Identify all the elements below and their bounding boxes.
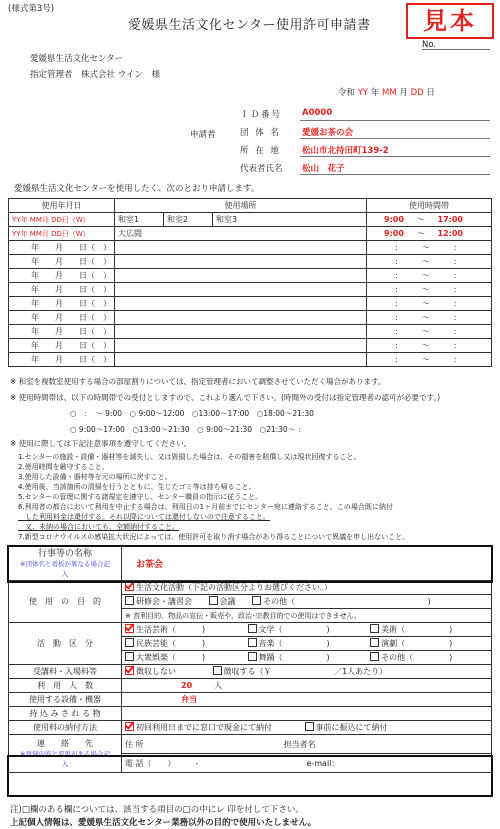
carry-label: 持 込 み さ れ る 物 [9,707,122,721]
purpose-opt2: 研修会・講習会 [136,597,192,606]
number-label: No. [422,40,437,50]
purpose-label: 使 用 の 目 的 [9,581,122,623]
header-time: 使用時間帯 [367,199,492,213]
applicant-label: 申請者 [190,130,216,140]
org-underline [300,138,490,139]
purpose-check-3[interactable] [209,596,218,605]
table-row: 年 月 日（ ） : ～ : [9,269,492,283]
activity-check-1[interactable] [125,624,134,633]
date-day: DD [410,88,424,98]
contact-sub: ※登録内容と変更がある場合記入 [20,749,110,768]
id-label: ＩＤ番号 [240,110,283,120]
purpose-check-4[interactable] [252,596,261,605]
contact-tel: 電 話（ ） - [125,758,199,768]
rule-6: 6.利用者の都合において利用を中止する場合は、利用日の1ヶ月前までにセンター宛に連絡すること。この場合既に納付 [18,503,393,511]
activity-check-9[interactable] [370,652,379,661]
time-slots-row1: ○ ： ～ 9:00 ○ 9:00～12:00 ○13:00～17:00 ○18:00～21:30 [70,409,314,418]
address-label: 所 在 地 [240,146,281,156]
address-underline [300,156,490,157]
activity-check-3[interactable] [370,624,379,633]
payment-label: 使用料の納付方法 [9,721,122,735]
activity-check-2[interactable] [248,624,257,633]
application-date: 令和 YY 年 MM 月 DD 日 [338,88,435,98]
id-underline [300,120,490,121]
row1-place1: 和室1 [115,213,164,227]
purpose-opt3: 会議 [219,597,236,606]
row2-place1: 大広間 [115,227,164,241]
recipient-line1: 愛媛県生活文化センター [30,54,124,64]
rule-6-cont: した利用料金は還付する。それ以降については還付しないので注意すること。 [18,513,270,521]
payment-opt1: 初回利用日までに窓口で現金にて納付 [136,723,272,732]
equipment-label: 使用する設備・機器 [9,693,122,707]
row1-time: 9:00 ～ 17:00 [367,213,492,227]
time-slots-row2: ○ 9:00～17:00 ○13:00～21:30 ○ 9:00～21:30 ○21:30～ ： [70,425,306,434]
date-era: 令和 [338,88,356,98]
form-number: (様式第3号) [8,4,55,14]
id-value[interactable]: A0000 [302,108,333,118]
payment-check-2[interactable] [305,722,314,731]
table-row: 年 月 日（ ） : ～ : [9,311,492,325]
representative-label: 代表者氏名 [240,164,283,174]
sample-stamp: 見本 [406,3,494,39]
people-label: 利 用 人 数 [9,679,122,693]
header-date: 使用年月日 [9,199,115,213]
row1-place3: 和室3 [213,213,367,227]
event-sub: ※団体名と看板が異なる場合記入 [20,559,110,578]
purpose-check-1[interactable] [125,582,134,591]
header-place: 使用場所 [115,199,367,213]
fee-opt2: 徴収する（￥ [223,667,272,676]
recipient-line2: 指定管理者 株式会社 ウイン 様 [30,70,160,80]
table-row: 年 月 日（ ） : ～ : [9,255,492,269]
activity-check-4[interactable] [125,638,134,647]
purpose-opt1: 生活文化活動（下記の活動区分よりお選びください。） [136,583,332,592]
people-value[interactable]: 20 [181,681,193,690]
equipment-value[interactable]: 弁当 [181,695,197,704]
representative-underline [300,174,490,175]
rule-1: 1.センターの施設・設備・器材等を滅失し、又は毀損した場合は、その損害を賠償し又は現状回復すること。 [18,453,361,461]
table-row: 年 月 日（ ） : ～ : [9,325,492,339]
people-unit: 人 [214,681,223,690]
activity-check-7[interactable] [125,652,134,661]
contact-box [7,755,493,797]
note-rooms: ※ 和室を複数室使用する場合の部屋割りについては、指定管理者において調整させていただく場合があります。 [10,377,386,386]
number-line [422,49,490,50]
contact-address: 住 所 [125,739,144,749]
event-box [7,545,493,583]
contact-email: e-mail： [306,758,340,768]
table-row: 年 月 日（ ） : ～ : [9,241,492,255]
table-row: 年 月 日（ ） : ～ : [9,339,492,353]
rule-6-cont2: 又、未納の場合においても、全額納付すること。 [18,523,179,531]
fee-opt1: 徴収しない [136,667,176,676]
contact-person: 担当者名 [283,739,316,749]
rule-5: 5.センターの管理に関する諸規定を遵守し、センター職員の指示に従うこと。 [18,493,263,501]
rule-7: 7.新型コロナウイルスの感染拡大状況によっては、使用許可を取り消す場合があり得ることについて異議を申し出ないこと。 [18,533,410,541]
org-label: 団 体 名 [240,128,281,138]
date-year: YY [357,88,369,98]
form-title: 愛媛県生活文化センター使用許可申請書 [128,18,371,33]
table-row [9,227,492,241]
carry-value[interactable] [122,707,492,721]
row2-place3 [213,227,367,241]
org-value[interactable]: 愛媛お茶の会 [302,128,354,138]
fee-check-1[interactable] [125,666,134,675]
purpose-note: ※ 営利目的、物品の宣伝・販売や、政治･宗教目的での使用はできません。 [122,609,492,623]
usage-table [8,198,492,367]
table-row: 年 月 日（ ） : ～ : [9,353,492,367]
row1-place2: 和室2 [164,213,213,227]
table-row: 年 月 日（ ） : ～ : [9,283,492,297]
row2-date[interactable]: YY年 MM月 DD日（W） [9,227,115,241]
rule-4: 4.使用後、当該箇所の清掃を行うとともに、生じたゴミ等は持ち帰ること。 [18,483,256,491]
table-row: 年 月 日（ ） : ～ : [9,297,492,311]
intro-text: 愛媛県生活文化センターを使用したく、次のとおり申請します。 [14,184,260,194]
fee-check-2[interactable] [213,666,222,675]
event-label: 行事等の名称 [37,548,92,559]
rule-2: 2.使用時間を厳守すること。 [18,463,109,471]
activity-check-6[interactable] [370,638,379,647]
row2-place2 [164,227,213,241]
address-value[interactable]: 松山市北持田町139-2 [302,146,389,156]
note-rules-header: ※ 使用に際しては下記注意事項を遵守してください。 [10,439,192,448]
payment-check-1[interactable] [125,722,134,731]
purpose-check-2[interactable] [125,596,134,605]
fee-opt3: ／1人あたり） [334,667,388,676]
payment-opt2: 事前に振込にて納付 [315,723,388,732]
purpose-opt4: その他（ [263,597,296,606]
date-month: MM [382,88,397,98]
details-table: 行事等の名称 ※団体名と看板が異なる場合記入 お茶会 使 用 の 目 的 生活文化活動（下記の活動区分よりお選びください。） 研修会・講習会 会議 その他（ ) ※ 営利目的、物品の宣伝・販売や、政治･宗教目的での使用はできません。 活 動 区 分 生活芸術（ ) 文学（ ) 美術（ ) 民族芸能（ ) 音楽（ ) 演劇（ ) 大衆娯楽（ ) 舞踊（ ) その他（ ) 受講料・入場料等 徴収しない 徴収する（￥ ／1人あたり） 利 用 人 数 20 人 使用する設備・機器 弁当 持 込 み さ れ る 物 使用料の納付方法 初回利用日までに窓口で現金にて納付 事前に振込にて納付 連 絡 先 ※登録内容と変更がある場合記入 住 所 担当者名 電 話（ ） - e-mail： [8,546,492,773]
table-row [9,213,492,227]
row1-date[interactable]: YY年 MM月 DD日（W） [9,213,115,227]
footer-note: 注)□欄のある欄については、該当する項目の□の中にレ 印を付して下さい。 [10,805,304,815]
contact-label: 連 絡 先 [37,738,93,748]
activity-check-8[interactable] [248,652,257,661]
fee-label: 受講料・入場料等 [9,665,122,679]
rule-3: 3.使用した設備・器材等を元の場所に戻すこと。 [18,473,172,481]
representative-value[interactable]: 松山 花子 [302,164,345,174]
activity-label: 活 動 区 分 [9,623,122,665]
activity-check-5[interactable] [248,638,257,647]
privacy-note: 上記個人情報は、愛媛県生活文化センター業務以外の目的で使用いたしません。 [10,818,317,828]
row2-time: 9:00 ～ 12:00 [367,227,492,241]
note-time: ※ 使用時間帯は、以下の時間帯での受付としますので、これより選んで下さい。(時間外の受付は指定管理者の認可が必要です。) [10,393,441,402]
event-value[interactable]: お茶会 [122,547,492,581]
